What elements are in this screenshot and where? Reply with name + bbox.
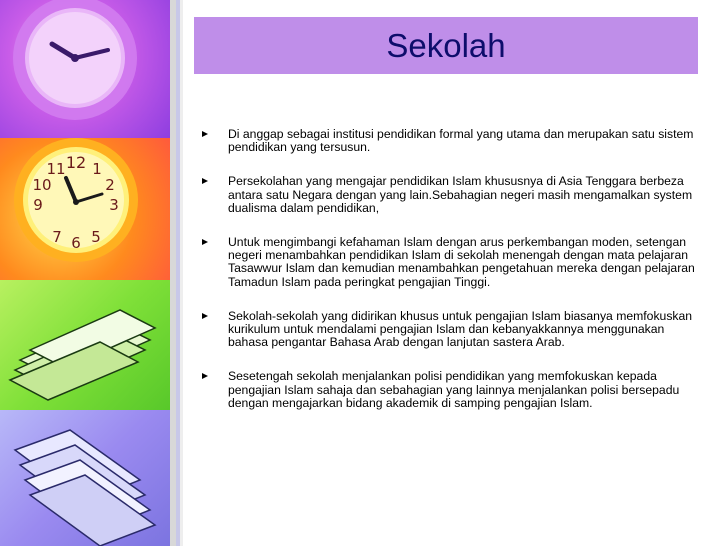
divider-stripe: [180, 0, 183, 546]
clock-number: 9: [33, 196, 43, 214]
clock-number: 12: [65, 153, 87, 172]
bullet-arrow-icon: [202, 178, 208, 184]
bullet-item: [200, 370, 700, 410]
bullet-item: [200, 310, 700, 350]
clock-number: 1: [92, 160, 102, 178]
clock-number: 3: [109, 196, 119, 214]
decorative-image-strip: [0, 0, 170, 546]
bullet-item: [200, 175, 700, 215]
bullet-text: Di anggap sebagai institusi pendidikan formal yang utama dan merupakan satu sistem pendidikan yang tersusun.: [228, 127, 694, 155]
bullet-text: Persekolahan yang mengajar pendidikan Islam khususnya di Asia Tenggara berbeza antara satu Negara dengan yang lain.Sebahagian negeri masih mengamalkan system dualisma dalam pendidikan,: [228, 174, 693, 215]
clock-number: 2: [105, 176, 115, 194]
clock-number: 5: [91, 228, 101, 246]
clock-number: 7: [52, 228, 62, 246]
blue-books-panel: [0, 410, 170, 546]
bullet-arrow-icon: [202, 373, 208, 379]
bullet-text: Untuk mengimbangi kefahaman Islam dengan arus perkembangan moden, setengan negeri menambahkan pendidikan Islam di sekolah menengah dengan mata pelajaran Tasawwur Islam dan kemudian menambahkan pengetahuan mereka dengan pelajaran Tamadun Islam pada peringkat pengajian Tinggi.: [228, 235, 695, 289]
purple-clock-icon: [0, 0, 170, 138]
purple-clock-panel: [0, 0, 170, 138]
bullet-item: [200, 128, 700, 154]
bullet-arrow-icon: [202, 313, 208, 319]
bullet-item: [200, 236, 700, 289]
title-bar: [194, 17, 698, 74]
orange-clock-panel: [0, 138, 170, 280]
clock-number: 10: [32, 176, 52, 194]
clock-number: 6: [71, 234, 81, 252]
bullet-text: Sesetengah sekolah menjalankan polisi pendidikan yang memfokuskan kepada pengajian Islam sahaja dan sebahagian yang lainnya menjalankan polisi bersepadu dengan mengajarkan bidang akademik di samping pengajian Islam.: [228, 369, 680, 410]
bullet-arrow-icon: [202, 239, 208, 245]
bullet-text: Sekolah-sekolah yang didirikan khusus untuk pengajian Islam biasanya memfokuskan kurikulum untuk mendalami pengajian Islam dan kebanyakkannya menggunakan bahasa pengantar Bahasa Arab dengan lanjutan sastera Arab.: [228, 308, 693, 350]
bullet-list: [200, 128, 700, 431]
clock-number: 11: [46, 160, 66, 178]
blue-books-icon: [0, 410, 170, 546]
orange-clock-icon: [0, 138, 170, 280]
green-books-panel: [0, 280, 170, 410]
green-books-icon: [0, 280, 170, 410]
bullet-arrow-icon: [202, 131, 208, 137]
slide-title: Sekolah: [386, 26, 506, 64]
